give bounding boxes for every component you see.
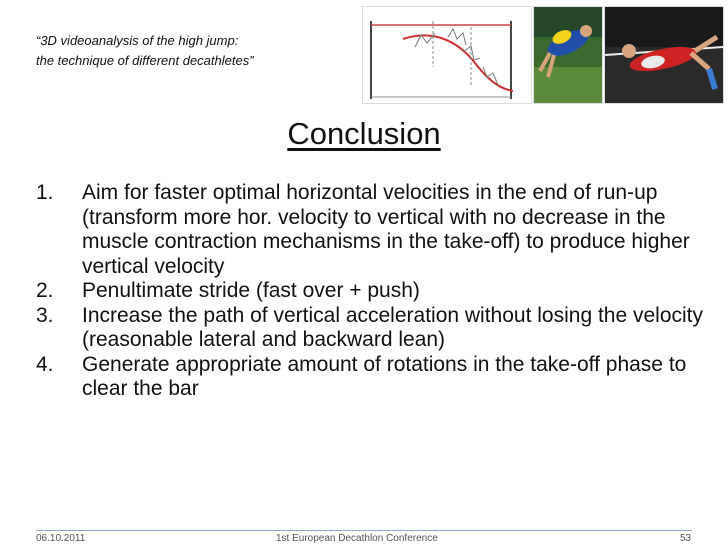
list-item-number: 3. <box>36 303 54 327</box>
list-item-number: 1. <box>36 181 54 204</box>
list-item-text: Generate appropriate amount of rotations in the take-off phase to clear the bar <box>82 352 687 400</box>
high-jump-athlete-photo-1 <box>533 6 603 104</box>
footer-date: 06.10.2011 <box>36 533 86 544</box>
list-item-number: 2. <box>36 279 54 302</box>
list-item-text: Increase the path of vertical acceleration without losing the velocity (reasonable lateral and backward lean) <box>82 303 704 351</box>
footer-divider <box>36 530 692 531</box>
list-item-text: Penultimate stride (fast over + push) <box>82 279 420 302</box>
list-item-number: 4. <box>36 352 54 376</box>
slide-title: Conclusion <box>287 116 441 151</box>
conclusion-list <box>36 181 716 402</box>
list-item <box>36 279 716 304</box>
list-item <box>36 181 716 279</box>
high-jump-athlete-photo-2 <box>604 6 724 104</box>
header-line-2: the technique of different decathletes” <box>36 53 254 68</box>
list-item <box>36 304 716 353</box>
header-subtitle <box>36 31 254 71</box>
header-line-1: “3D videoanalysis of the high jump: <box>36 33 239 48</box>
list-item <box>36 353 716 402</box>
footer-conference: 1st European Decathlon Conference <box>276 533 438 544</box>
list-item-text: Aim for faster optimal horizontal velocities in the end of run-up (transform more hor. velocity to vertical with no decrease in the muscle contraction mechanisms in the take-off) to produce higher vertical velocity <box>82 181 690 278</box>
footer-page-number: 53 <box>680 533 692 544</box>
high-jump-trajectory-diagram <box>362 6 532 104</box>
